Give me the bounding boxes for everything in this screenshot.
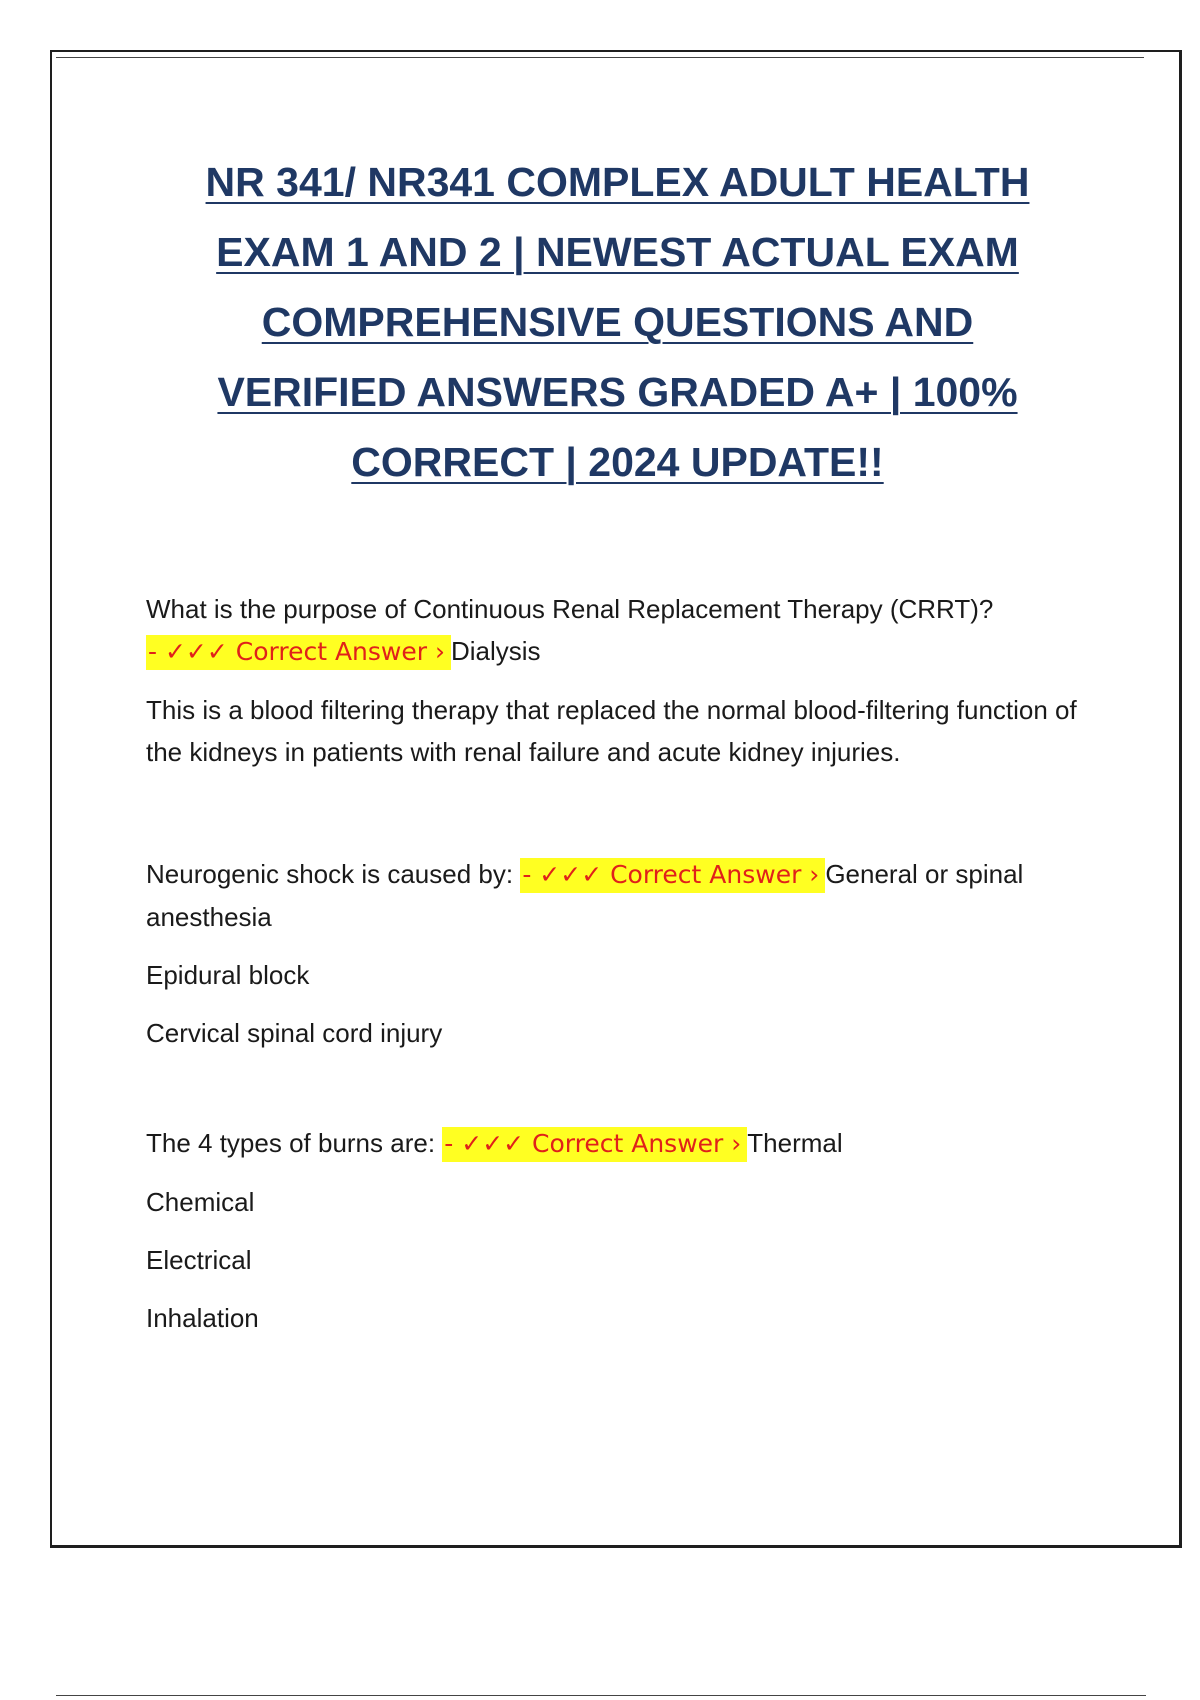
answer-detail: This is a blood filtering therapy that replaced the normal blood-filtering function of the kidneys in patients with renal failure and acute kidney injuries. <box>146 695 1077 767</box>
top-divider <box>56 57 1144 58</box>
answer-detail: Cervical spinal cord injury <box>146 1018 443 1048</box>
question-text: The 4 types of burns are: <box>146 1128 436 1158</box>
question-block <box>146 588 1106 773</box>
question-block <box>146 1122 1106 1339</box>
answer-detail: Epidural block <box>146 960 310 990</box>
answer-text: Thermal <box>747 1128 843 1158</box>
question-text: Neurogenic shock is caused by: <box>146 859 514 889</box>
title-line: CORRECT | 2024 UPDATE!! <box>351 439 884 485</box>
answer-text: General or spinal anesthesia <box>146 859 1024 932</box>
question-block <box>146 853 1106 1054</box>
answer-detail: Inhalation <box>146 1303 259 1333</box>
correct-answer-marker: - ✓✓✓ Correct Answer › <box>146 635 451 670</box>
answer-line <box>146 630 1106 673</box>
question-answer-line <box>146 853 1106 938</box>
correct-answer-marker: - ✓✓✓ Correct Answer › <box>520 858 825 893</box>
correct-answer-marker: - ✓✓✓ Correct Answer › <box>442 1127 747 1162</box>
bottom-divider <box>56 1695 1146 1696</box>
answer-detail: Chemical <box>146 1187 255 1217</box>
title-line: NR 341/ NR341 COMPLEX ADULT HEALTH <box>205 159 1030 205</box>
question-answer-line <box>146 1122 1106 1165</box>
question-text: What is the purpose of Continuous Renal Replacement Therapy (CRRT)? <box>146 594 994 624</box>
title-line: COMPREHENSIVE QUESTIONS AND <box>261 299 974 345</box>
title-line: VERIFIED ANSWERS GRADED A+ | 100% <box>217 369 1018 415</box>
qa-content <box>146 588 1106 1339</box>
title-line: EXAM 1 AND 2 | NEWEST ACTUAL EXAM <box>216 229 1019 275</box>
answer-detail: Electrical <box>146 1245 252 1275</box>
document-title <box>120 147 1115 497</box>
answer-text: Dialysis <box>450 636 541 666</box>
